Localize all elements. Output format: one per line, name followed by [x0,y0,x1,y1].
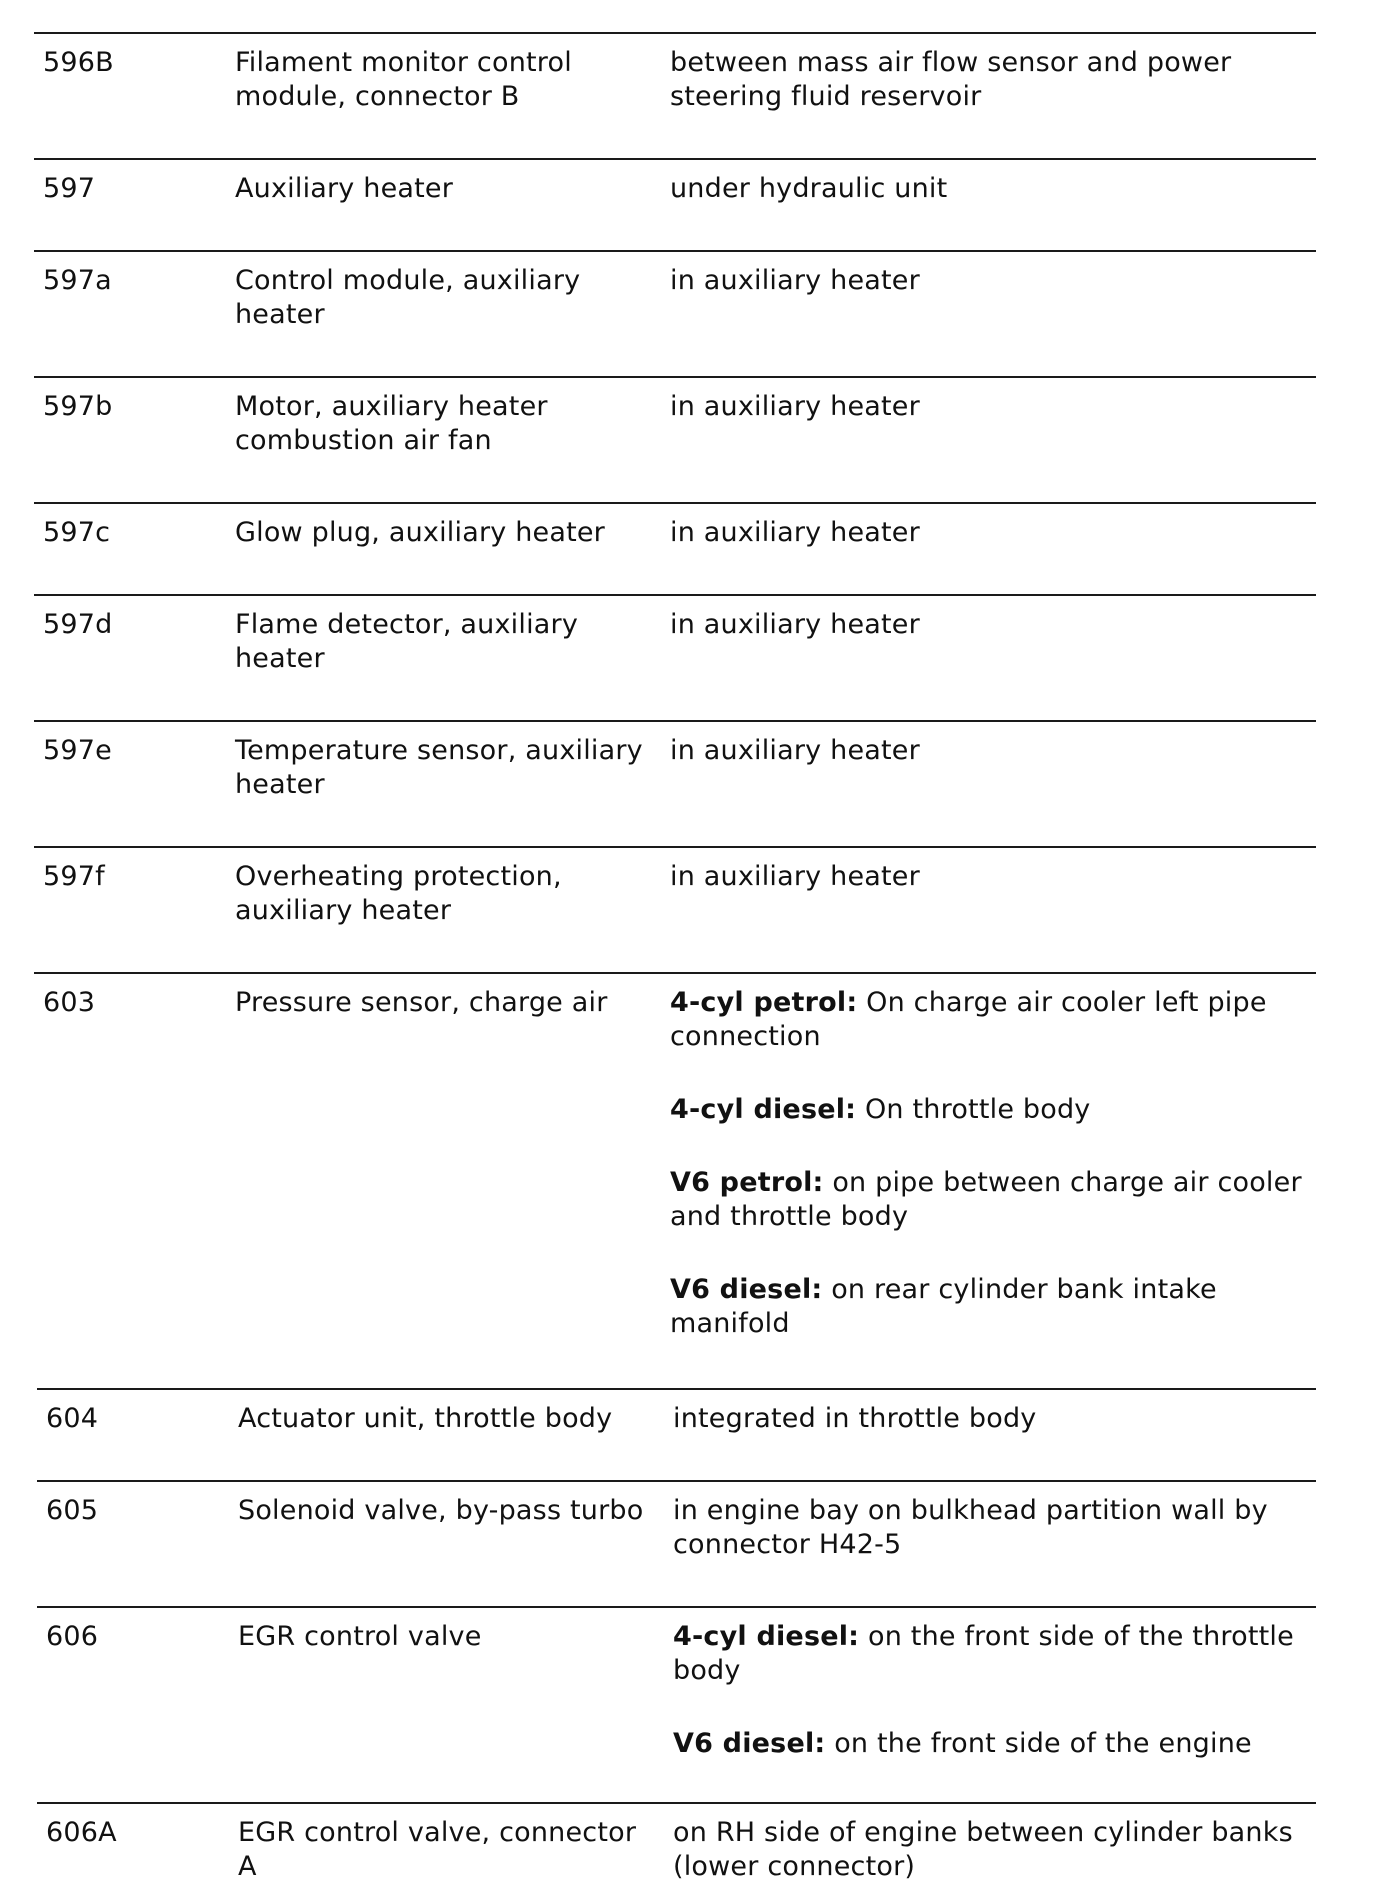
table-row-divider [34,594,1316,596]
location-text: in auxiliary heater [670,735,920,766]
row-code: 605 [46,1495,99,1526]
location-text: integrated in throttle body [673,1403,1037,1434]
row-location [670,516,1308,550]
row-location [673,1816,1308,1884]
row-code: 597c [43,517,111,548]
location-entry [670,734,1308,768]
location-text: in auxiliary heater [670,861,920,892]
location-text: in auxiliary heater [670,517,920,548]
location-variant-label: V6 diesel: [673,1728,826,1759]
row-component: Flame detector, auxiliary heater [235,609,579,674]
row-location [670,986,1308,1341]
table-row-divider [34,158,1316,160]
row-location [670,608,1308,642]
row-code: 597d [43,609,113,640]
row-component: Filament monitor control module, connector B [235,47,572,112]
row-component: Pressure sensor, charge air [235,987,608,1018]
location-entry [673,1402,1308,1436]
row-code: 606A [46,1817,117,1848]
table-row-divider [34,250,1316,252]
row-code: 597f [43,861,105,892]
location-entry [670,516,1308,550]
location-text: under hydraulic unit [670,173,948,204]
row-location [673,1494,1308,1562]
location-entry [670,608,1308,642]
location-text: in engine bay on bulkhead partition wall by connector H42-5 [673,1495,1268,1560]
row-component: Actuator unit, throttle body [238,1403,613,1434]
row-component: EGR control valve [238,1621,482,1652]
row-location [670,264,1308,298]
location-text: on pipe between charge air cooler and throttle body [670,1167,1302,1232]
location-entry [670,264,1308,298]
row-code: 597 [43,173,96,204]
location-entry [673,1816,1308,1884]
row-component: EGR control valve, connector A [238,1817,637,1882]
table-row-divider [37,1480,1316,1482]
row-location [670,734,1308,768]
row-code: 596B [43,47,114,78]
row-code: 606 [46,1621,99,1652]
table-row-divider [34,720,1316,722]
row-location [673,1620,1308,1761]
row-component: Auxiliary heater [235,173,454,204]
location-entry [673,1620,1308,1688]
row-code: 603 [43,987,96,1018]
row-component: Overheating protection, auxiliary heater [235,861,562,926]
row-code: 597b [43,391,113,422]
table-row-divider [34,846,1316,848]
location-entry [670,1273,1308,1341]
location-entry [670,1166,1308,1234]
row-component: Motor, auxiliary heater combustion air fan [235,391,548,456]
table-row-divider [37,1606,1316,1608]
location-entry [673,1727,1308,1761]
location-text: on the front side of the throttle body [673,1621,1294,1686]
table-row-divider [34,32,1316,34]
location-entry [670,172,1308,206]
table-row-divider [37,1388,1316,1390]
location-entry [670,860,1308,894]
location-entry [670,986,1308,1054]
location-text: in auxiliary heater [670,265,920,296]
location-text: on RH side of engine between cylinder banks (lower connector) [673,1817,1293,1882]
row-location [670,46,1308,114]
row-location [673,1402,1308,1436]
row-location [670,390,1308,424]
location-text: in auxiliary heater [670,609,920,640]
location-variant-label: V6 petrol: [670,1167,824,1198]
table-row-divider [34,972,1316,974]
row-component: Solenoid valve, by-pass turbo [238,1495,644,1526]
location-text: on rear cylinder bank intake manifold [670,1274,1217,1339]
location-text: On charge air cooler left pipe connection [670,987,1267,1052]
row-component: Glow plug, auxiliary heater [235,517,605,548]
row-code: 597e [43,735,112,766]
location-entry [670,390,1308,424]
row-code: 597a [43,265,112,296]
location-entry [670,46,1308,114]
location-text: On throttle body [856,1094,1091,1125]
row-location [670,172,1308,206]
row-component: Control module, auxiliary heater [235,265,581,330]
location-text: on the front side of the engine [825,1728,1252,1759]
location-variant-label: 4-cyl diesel: [670,1094,857,1125]
row-location [670,860,1308,894]
location-text: between mass air flow sensor and power steering fluid reservoir [670,47,1232,112]
row-component: Temperature sensor, auxiliary heater [235,735,643,800]
location-variant-label: 4-cyl diesel: [673,1621,860,1652]
location-variant-label: 4-cyl petrol: [670,987,858,1018]
location-entry [670,1093,1308,1127]
location-variant-label: V6 diesel: [670,1274,823,1305]
location-entry [673,1494,1308,1562]
location-text: in auxiliary heater [670,391,920,422]
table-row-divider [34,376,1316,378]
table-row-divider [37,1802,1316,1804]
row-code: 604 [46,1403,99,1434]
table-row-divider [34,502,1316,504]
